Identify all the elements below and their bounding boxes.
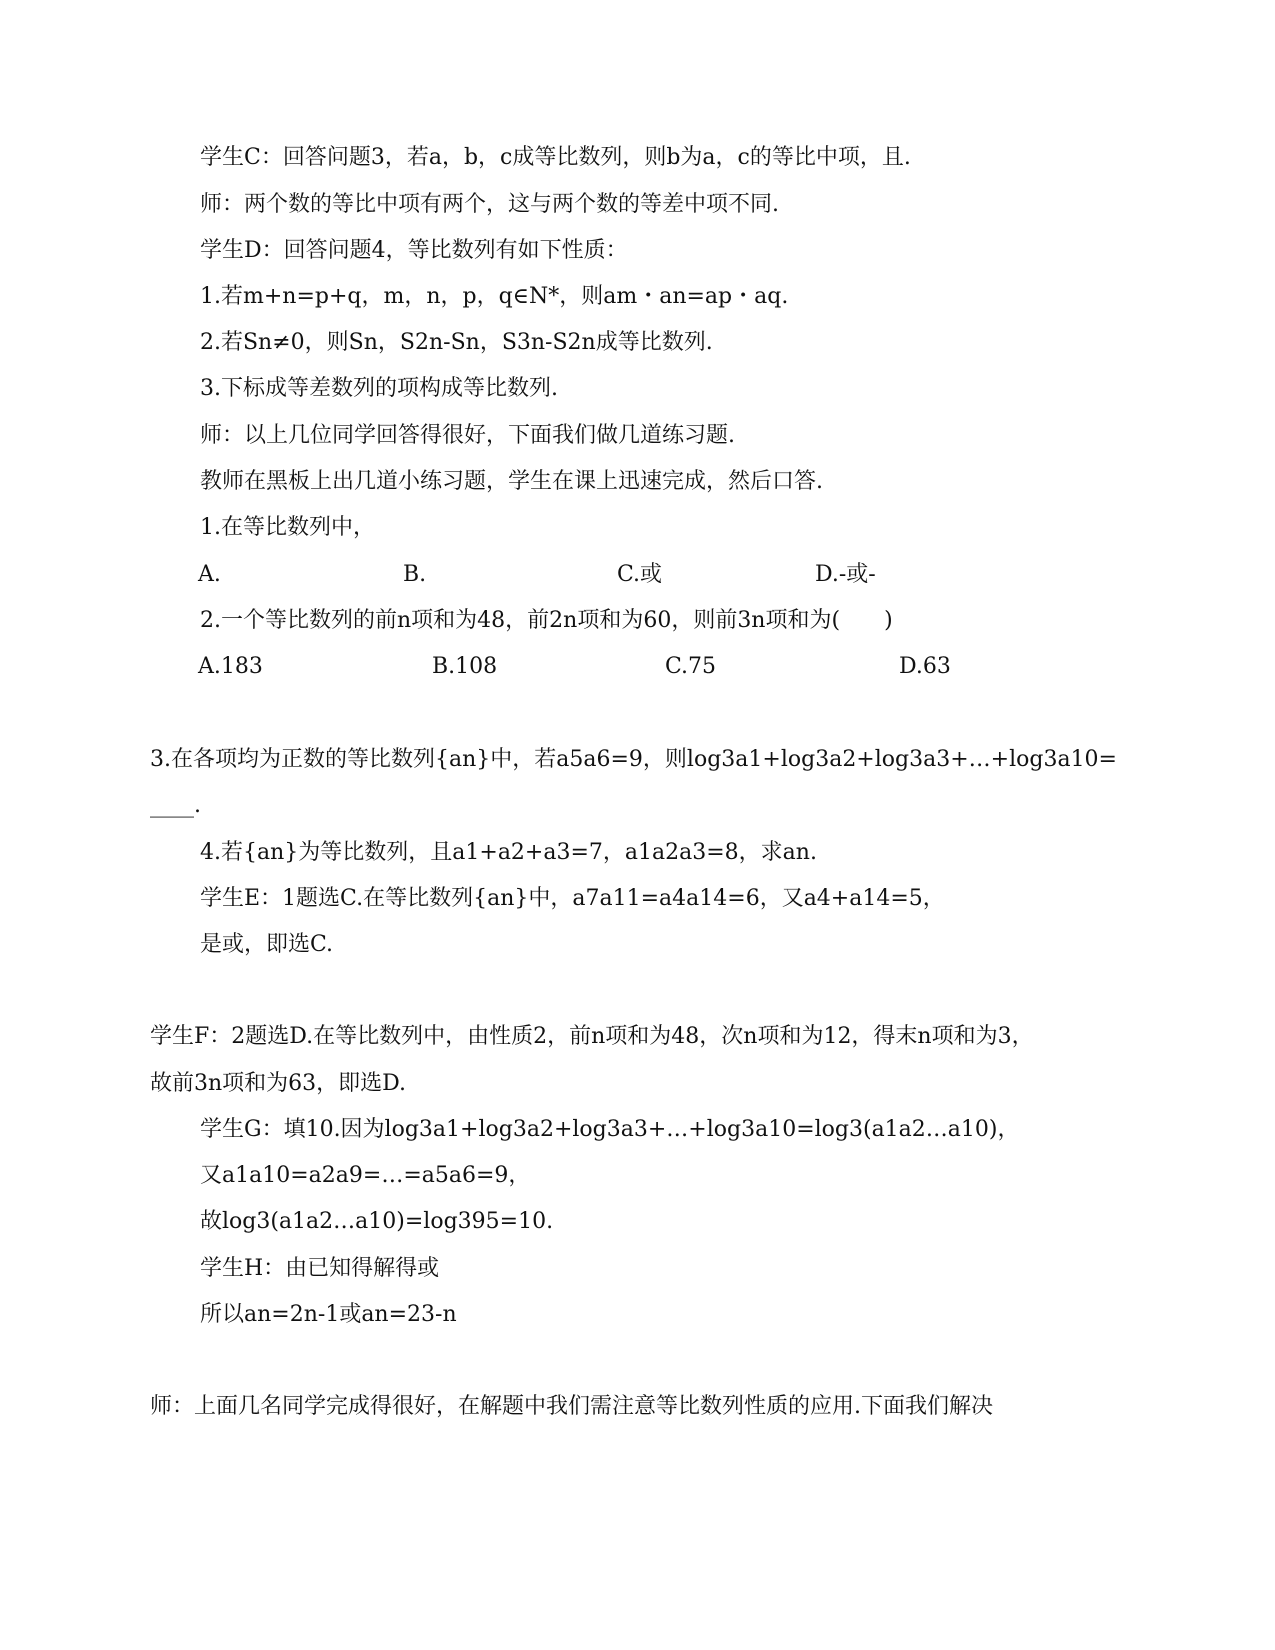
para-student-c: 学生C：回答问题3，若a，b，c成等比数列，则b为a，c的等比中项，且. (200, 145, 911, 170)
q2-option-d: D.63 (899, 654, 951, 679)
q2-option-b: B.108 (432, 654, 498, 679)
question-2-stem: 2.一个等比数列的前n项和为48，前2n项和为60，则前3n项和为( ) (200, 608, 893, 633)
q1-option-d: D.-或- (815, 562, 876, 587)
q2-option-c: C.75 (665, 654, 717, 679)
property-1: 1.若m+n=p+q，m，n，p，q∈N*，则am・an=ap・aq. (200, 284, 789, 309)
property-2: 2.若Sn≠0，则Sn，S2n-Sn，S3n-S2n成等比数列. (200, 330, 713, 355)
para-student-g-2: 又a1a10=a2a9=…=a5a6=9， (200, 1163, 531, 1188)
question-3-blank: ____. (150, 793, 201, 818)
property-3: 3.下标成等差数列的项构成等比数列. (200, 376, 558, 401)
para-student-h-1: 学生H：由已知得解得或 (200, 1256, 440, 1281)
para-student-f-2: 故前3n项和为63，即选D. (150, 1071, 407, 1096)
para-student-g-1: 学生G：填10.因为log3a1+log3a2+log3a3+…+log3a10=log3(a1a2…a10)， (200, 1117, 1020, 1142)
para-teacher-final: 师：上面几名同学完成得很好，在解题中我们需注意等比数列性质的应用.下面我们解决 (150, 1394, 993, 1419)
para-teacher-2: 师：以上几位同学回答得很好，下面我们做几道练习题. (200, 423, 735, 448)
question-4-stem: 4.若{an}为等比数列，且a1+a2+a3=7，a1a2a3=8，求an. (200, 840, 817, 865)
para-student-d: 学生D：回答问题4，等比数列有如下性质： (200, 238, 628, 263)
q1-option-b: B. (403, 562, 427, 587)
q1-option-c: C.或 (617, 562, 663, 587)
para-instructions: 教师在黑板上出几道小练习题，学生在课上迅速完成，然后口答. (200, 469, 823, 494)
question-3-stem: 3.在各项均为正数的等比数列{an}中，若a5a6=9，则log3a1+log3a2+log3a3+…+log3a10= (150, 747, 1117, 772)
question-1-stem: 1.在等比数列中， (200, 515, 375, 540)
para-student-g-3: 故log3(a1a2…a10)=log395=10. (200, 1209, 554, 1234)
para-student-h-2: 所以an=2n-1或an=23-n (200, 1302, 457, 1327)
q2-option-a: A.183 (198, 654, 263, 679)
para-teacher-1: 师：两个数的等比中项有两个，这与两个数的等差中项不同. (200, 192, 779, 217)
para-student-f-1: 学生F：2题选D.在等比数列中，由性质2，前n项和为48，次n项和为12，得末n项和为3， (150, 1024, 1034, 1049)
para-student-e-1: 学生E：1题选C.在等比数列{an}中，a7a11=a4a14=6，又a4+a14=5， (200, 886, 945, 911)
q1-option-a: A. (198, 562, 221, 587)
para-student-e-2: 是或，即选C. (200, 932, 334, 957)
